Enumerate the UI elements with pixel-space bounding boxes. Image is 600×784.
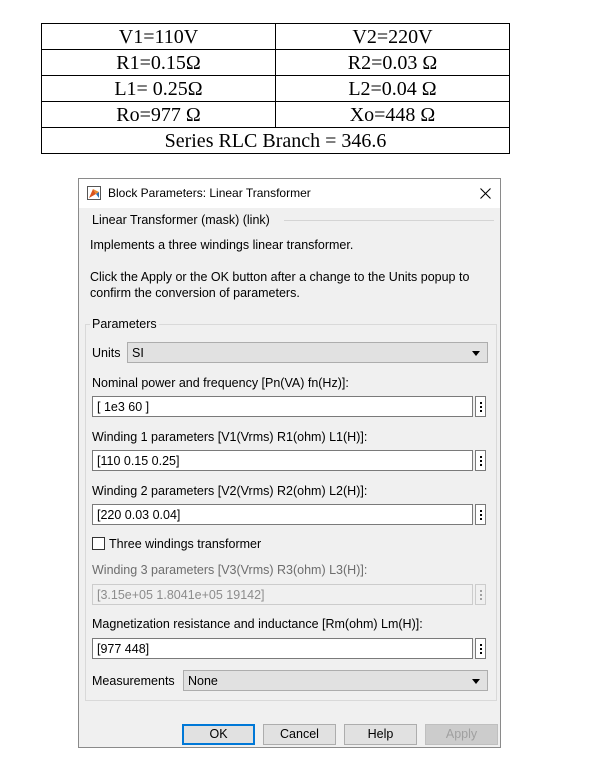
- more-icon: [480, 456, 482, 458]
- table-cell: R2=0.03 Ω: [276, 50, 510, 76]
- winding1-label: Winding 1 parameters [V1(Vrms) R1(ohm) L1(H)]:: [92, 430, 368, 444]
- cancel-button[interactable]: Cancel: [263, 724, 336, 745]
- more-icon: [480, 402, 482, 404]
- table-row: [42, 76, 510, 102]
- winding3-more-button: [475, 584, 486, 605]
- note-text-line2: confirm the conversion of parameters.: [90, 286, 300, 300]
- table-cell: Xo=448 Ω: [276, 102, 510, 128]
- table-row: [42, 24, 510, 50]
- apply-button: Apply: [425, 724, 498, 745]
- measurements-value: None: [188, 674, 218, 688]
- nominal-more-button[interactable]: [475, 396, 486, 417]
- dialog-title: Block Parameters: Linear Transformer: [108, 186, 311, 200]
- magnetization-label: Magnetization resistance and inductance [Rm(ohm) Lm(H)]:: [92, 617, 423, 631]
- units-select[interactable]: [127, 342, 488, 363]
- more-icon: [480, 590, 482, 592]
- chevron-down-icon: [472, 679, 480, 684]
- winding2-more-button[interactable]: [475, 504, 486, 525]
- magnetization-input[interactable]: [92, 638, 473, 659]
- close-button[interactable]: [470, 179, 500, 208]
- magnetization-more-button[interactable]: [475, 638, 486, 659]
- note-text-line1: Click the Apply or the OK button after a change to the Units popup to: [90, 270, 470, 284]
- winding1-more-button[interactable]: [475, 450, 486, 471]
- measurements-label: Measurements: [92, 674, 175, 688]
- table-row: [42, 50, 510, 76]
- table-cell: L2=0.04 Ω: [276, 76, 510, 102]
- table-row: [42, 102, 510, 128]
- dialog-titlebar[interactable]: [79, 179, 500, 208]
- nominal-label: Nominal power and frequency [Pn(VA) fn(Hz)]:: [92, 376, 349, 390]
- units-value: SI: [132, 346, 144, 360]
- table-cell: V2=220V: [276, 24, 510, 50]
- three-windings-checkbox[interactable]: [92, 537, 105, 550]
- winding3-label: Winding 3 parameters [V3(Vrms) R3(ohm) L3(H)]:: [92, 563, 368, 577]
- more-icon: [480, 644, 482, 646]
- measurements-select[interactable]: [183, 670, 488, 691]
- ok-button[interactable]: OK: [182, 724, 255, 745]
- table-cell: R1=0.15Ω: [42, 50, 276, 76]
- units-label: Units: [92, 346, 121, 360]
- chevron-down-icon: [472, 351, 480, 356]
- winding1-input[interactable]: [92, 450, 473, 471]
- three-windings-label: Three windings transformer: [109, 537, 262, 551]
- close-icon: [480, 188, 491, 199]
- parameters-label: Parameters: [92, 317, 157, 331]
- block-parameters-dialog: [78, 178, 501, 748]
- table-cell: L1= 0.25Ω: [42, 76, 276, 102]
- help-button[interactable]: Help: [344, 724, 417, 745]
- group-divider: [284, 220, 494, 221]
- description-text: Implements a three windings linear transformer.: [90, 238, 354, 252]
- table-row: [42, 128, 510, 154]
- winding3-input: [92, 584, 473, 605]
- winding2-label: Winding 2 parameters [V2(Vrms) R2(ohm) L2(H)]:: [92, 484, 368, 498]
- nominal-input[interactable]: [92, 396, 473, 417]
- table-footer-cell: Series RLC Branch = 346.6: [42, 128, 510, 154]
- mask-label: Linear Transformer (mask) (link): [92, 213, 270, 227]
- winding2-input[interactable]: [92, 504, 473, 525]
- parameter-table: [41, 23, 510, 154]
- simulink-block-icon: [87, 186, 101, 200]
- more-icon: [480, 510, 482, 512]
- table-cell: Ro=977 Ω: [42, 102, 276, 128]
- table-cell: V1=110V: [42, 24, 276, 50]
